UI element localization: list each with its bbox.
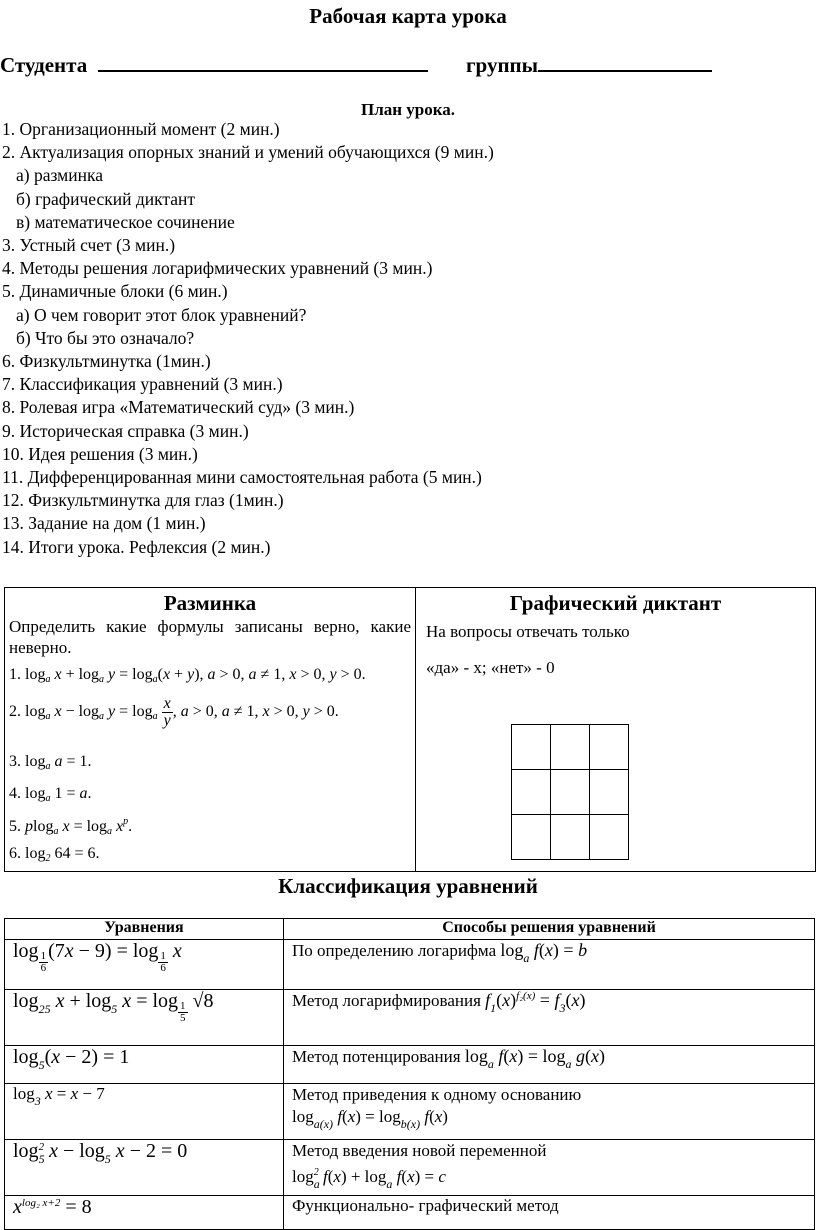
plan-item: 9. Историческая справка (3 мин.) bbox=[2, 420, 249, 441]
grid-cell[interactable] bbox=[551, 770, 590, 815]
plan-item: 12. Физкультминутка для глаз (1мин.) bbox=[2, 490, 284, 511]
dictation-line-2: «да» - х; «нет» - 0 bbox=[426, 658, 555, 677]
method-3: Метод потенцирования $\log_a f(x) = \log_a g(x)$ bbox=[284, 1046, 815, 1084]
plan-item: 5. Динамичные блоки (6 мин.) bbox=[2, 281, 228, 302]
group-field bbox=[466, 52, 712, 78]
plan-subitem: б) графический диктант bbox=[16, 188, 196, 209]
classification-table bbox=[4, 918, 815, 1230]
student-blank-line[interactable] bbox=[98, 52, 428, 72]
plan-item: 10. Идея решения (3 мин.) bbox=[2, 443, 198, 464]
student-field bbox=[0, 52, 428, 78]
plan-list bbox=[2, 118, 494, 559]
dictation-heading: Графический диктант bbox=[509, 591, 722, 615]
table-row bbox=[5, 990, 815, 1046]
plan-item: 11. Дифференцированная мини самостоятельная работа (5 мин.) bbox=[2, 467, 482, 488]
equation-1: log $\frac{1}{6}$ (7x − 9) = log $\frac{1}{6}$ x bbox=[5, 940, 284, 990]
equation-6: $x^{log_2 x+2} = 8$ bbox=[5, 1196, 284, 1230]
table-row bbox=[5, 940, 815, 990]
group-blank-line[interactable] bbox=[538, 52, 712, 72]
plan-item: 2. Актуализация опорных знаний и умений обучающихся (9 мин.) bbox=[2, 142, 494, 163]
grid-cell[interactable] bbox=[512, 725, 551, 770]
grid-cell[interactable] bbox=[590, 725, 629, 770]
method-4: Метод приведения к одному основанию $\log_{a(x)} f(x) = \log_{b(x)} f(x)$ bbox=[284, 1084, 815, 1140]
method-2: Метод логарифмирования $f_1(x)^{f_2(x)} = f_3(x)$ bbox=[284, 990, 815, 1046]
method-1: По определению логарифма $\log_a f(x) = b$ bbox=[284, 940, 815, 990]
method-5: Метод введения новой переменной $\log_a^2 f(x) + \log_a f(x) = c$ bbox=[284, 1140, 815, 1196]
formula-6: 6. log2 64 = 6. bbox=[9, 845, 100, 864]
table-row bbox=[5, 1046, 815, 1084]
group-label: группы bbox=[466, 53, 539, 77]
method-1-label: По определению логарифма bbox=[292, 941, 497, 960]
warmup-box bbox=[4, 587, 416, 872]
plan-title: План урока. bbox=[360, 100, 456, 119]
plan-item: 13. Задание на дом (1 мин.) bbox=[2, 513, 206, 534]
grid-cell[interactable] bbox=[551, 815, 590, 860]
plan-item: 8. Ролевая игра «Математический суд» (3 мин.) bbox=[2, 397, 355, 418]
grid-cell[interactable] bbox=[551, 725, 590, 770]
method-6: Функционально- графический метод bbox=[284, 1196, 815, 1230]
table-row bbox=[5, 1196, 815, 1230]
formula-4: 4. loga 1 = a. bbox=[9, 785, 92, 804]
plan-item: 7. Классификация уравнений (3 мин.) bbox=[2, 374, 283, 395]
plan-item: 14. Итоги урока. Рефлексия (2 мин.) bbox=[2, 536, 271, 557]
plan-subitem: б) Что бы это означало? bbox=[16, 327, 195, 348]
dictation-grid bbox=[511, 724, 629, 860]
table-row bbox=[5, 1084, 815, 1140]
plan-item: 1. Организационный момент (2 мин.) bbox=[2, 119, 280, 139]
warmup-instruction: Определить какие формулы записаны верно, какие неверно. bbox=[9, 617, 411, 657]
plan-item: 4. Методы решения логарифмических уравнений (3 мин.) bbox=[2, 258, 433, 279]
grid-cell[interactable] bbox=[512, 815, 551, 860]
plan-subitem: а) разминка bbox=[16, 165, 103, 186]
plan-item: 6. Физкультминутка (1мин.) bbox=[2, 351, 211, 372]
grid-cell[interactable] bbox=[590, 770, 629, 815]
method-4-label: Метод приведения к одному основанию bbox=[292, 1085, 582, 1104]
method-3-label: Метод потенцирования bbox=[292, 1047, 461, 1066]
student-label: Студента bbox=[0, 53, 88, 77]
formula-3: 3. loga a = 1. bbox=[9, 753, 92, 772]
plan-subitem: а) О чем говорит этот блок уравнений? bbox=[16, 304, 307, 325]
col-header-methods: Способы решения уравнений bbox=[284, 919, 815, 940]
formula-2: 2. loga x − loga y = loga $\frac{x}{y}$ , a > 0, a ≠ 1, x > 0, y > 0. bbox=[9, 695, 339, 729]
method-2-label: Метод логарифмирования bbox=[292, 991, 481, 1010]
page-title: Рабочая карта урока bbox=[309, 4, 507, 28]
equation-3: $\log_5(x - 2) = 1$ bbox=[5, 1046, 284, 1084]
table-row bbox=[5, 1140, 815, 1196]
classification-heading: Классификация уравнений bbox=[278, 874, 538, 898]
formula-1: 1. loga x + loga y = loga(x + y), a > 0, a ≠ 1, x > 0, y > 0. bbox=[9, 666, 366, 685]
grid-cell[interactable] bbox=[512, 770, 551, 815]
equation-5: $\log_5^2 x - \log_5 x - 2 = 0$ bbox=[5, 1140, 284, 1196]
dictation-line-1: На вопросы отвечать только bbox=[426, 622, 630, 641]
equation-2: $\log_{25} x + \log_5 x = \log$ $\frac{1}{5}$ √8 bbox=[5, 990, 284, 1046]
plan-item: 3. Устный счет (3 мин.) bbox=[2, 235, 176, 256]
method-5-label: Метод введения новой переменной bbox=[292, 1141, 547, 1160]
warmup-heading: Разминка bbox=[163, 591, 257, 615]
grid-cell[interactable] bbox=[590, 815, 629, 860]
col-header-equations: Уравнения bbox=[5, 919, 284, 940]
equation-4: $\log_3 x = x - 7$ bbox=[5, 1084, 284, 1140]
plan-subitem: в) математическое сочинение bbox=[16, 211, 235, 232]
formula-5: 5. ploga x = loga $x^p$. bbox=[9, 816, 133, 837]
